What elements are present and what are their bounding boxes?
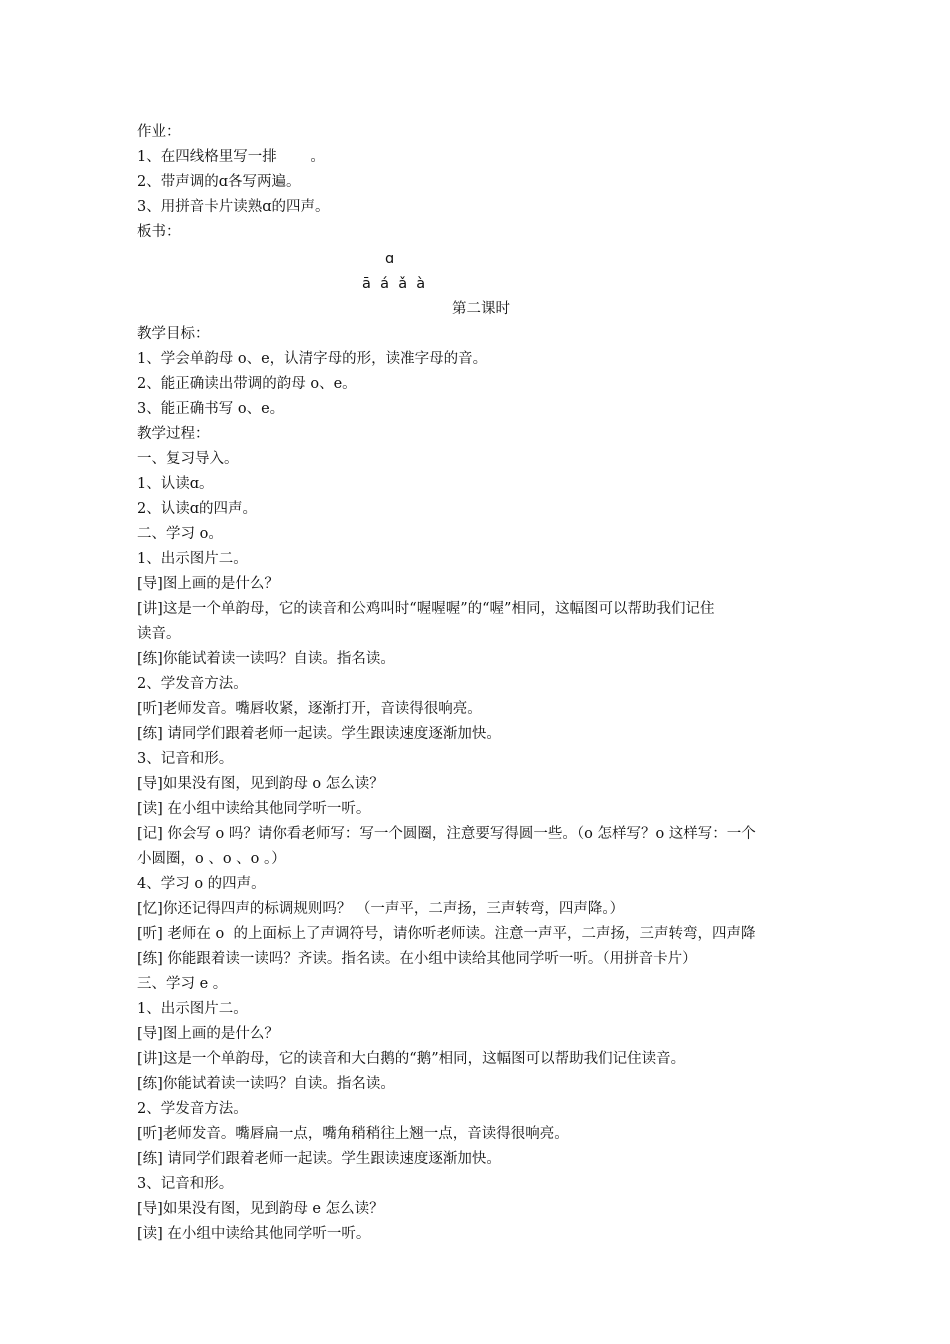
homework-item: 1、在四线格里写一排 。 xyxy=(137,149,325,165)
process-line: [讲]这是一个单韵母，它的读音和公鸡叫时“喔喔喔”的“喔”相同，这幅图可以帮助我们记住 xyxy=(137,601,715,617)
goals-heading: 教学目标： xyxy=(137,326,210,342)
process-line: [读] 在小组中读给其他同学听一听。 xyxy=(137,801,371,817)
process-line: 2、学发音方法。 xyxy=(137,676,248,692)
process-line: 4、学习 o 的四声。 xyxy=(137,876,266,892)
process-line: [练] 请同学们跟着老师一起读。学生跟读速度逐渐加快。 xyxy=(137,1151,501,1167)
process-line: [练] 你能跟着读一读吗？齐读。指名读。在小组中读给其他同学听一听。（用拼音卡片） xyxy=(137,951,697,967)
process-line: [练]你能试着读一读吗？自读。指名读。 xyxy=(137,1076,395,1092)
process-line: 二、学习 o。 xyxy=(137,526,223,542)
process-line: [记] 你会写 o 吗？请你看老师写：写一个圆圈，注意要写得圆一些。（o 怎样写？o 这样写：一个 xyxy=(137,826,756,842)
process-line: [练] 请同学们跟着老师一起读。学生跟读速度逐渐加快。 xyxy=(137,726,501,742)
board-tones: ā á ǎ à xyxy=(362,276,426,292)
process-line: [讲]这是一个单韵母，它的读音和大白鹅的“鹅”相同，这幅图可以帮助我们记住读音。 xyxy=(137,1051,686,1067)
process-line: 3、记音和形。 xyxy=(137,751,234,767)
homework-item: 2、带声调的ɑ各写两遍。 xyxy=(137,174,301,190)
process-line: [导]图上画的是什么？ xyxy=(137,576,279,592)
process-line: 一、复习导入。 xyxy=(137,451,239,467)
goal-item: 1、学会单韵母 o、e，认清字母的形，读准字母的音。 xyxy=(137,351,488,367)
process-line: [导]图上画的是什么？ xyxy=(137,1026,279,1042)
process-line: 1、出示图片二。 xyxy=(137,1001,248,1017)
process-line: [导]如果没有图，见到韵母 e 怎么读？ xyxy=(137,1201,384,1217)
process-line: [听]老师发音。嘴唇扁一点，嘴角稍稍往上翘一点，音读得很响亮。 xyxy=(137,1126,569,1142)
process-line: [听] 老师在 o 的上面标上了声调符号，请你听老师读。注意一声平，二声扬，三声转弯，四声降 xyxy=(137,926,756,942)
process-line: [练]你能试着读一读吗？自读。指名读。 xyxy=(137,651,395,667)
board-heading: 板书： xyxy=(137,224,181,240)
process-line: 2、学发音方法。 xyxy=(137,1101,248,1117)
goal-item: 3、能正确书写 o、e。 xyxy=(137,401,285,417)
homework-heading: 作业： xyxy=(137,124,181,140)
process-line: 三、学习 e 。 xyxy=(137,976,228,992)
process-line: [导]如果没有图，见到韵母 o 怎么读？ xyxy=(137,776,384,792)
process-line: 3、记音和形。 xyxy=(137,1176,234,1192)
process-line: 1、认读ɑ。 xyxy=(137,476,214,492)
homework-item: 3、用拼音卡片读熟ɑ的四声。 xyxy=(137,199,330,215)
process-line: 小圆圈，o 、o 、o 。） xyxy=(137,851,286,867)
goal-item: 2、能正确读出带调的韵母 o、e。 xyxy=(137,376,357,392)
process-line: 1、出示图片二。 xyxy=(137,551,248,567)
process-line: 读音。 xyxy=(137,626,181,642)
process-heading: 教学过程： xyxy=(137,426,210,442)
process-line: 2、认读ɑ的四声。 xyxy=(137,501,258,517)
process-line: [忆]你还记得四声的标调规则吗？ （一声平，二声扬，三声转弯，四声降。） xyxy=(137,901,625,917)
board-letter: ɑ xyxy=(385,251,395,267)
process-line: [听]老师发音。嘴唇收紧，逐渐打开，音读得很响亮。 xyxy=(137,701,482,717)
lesson-title: 第二课时 xyxy=(452,301,510,317)
process-line: [读] 在小组中读给其他同学听一听。 xyxy=(137,1226,371,1242)
